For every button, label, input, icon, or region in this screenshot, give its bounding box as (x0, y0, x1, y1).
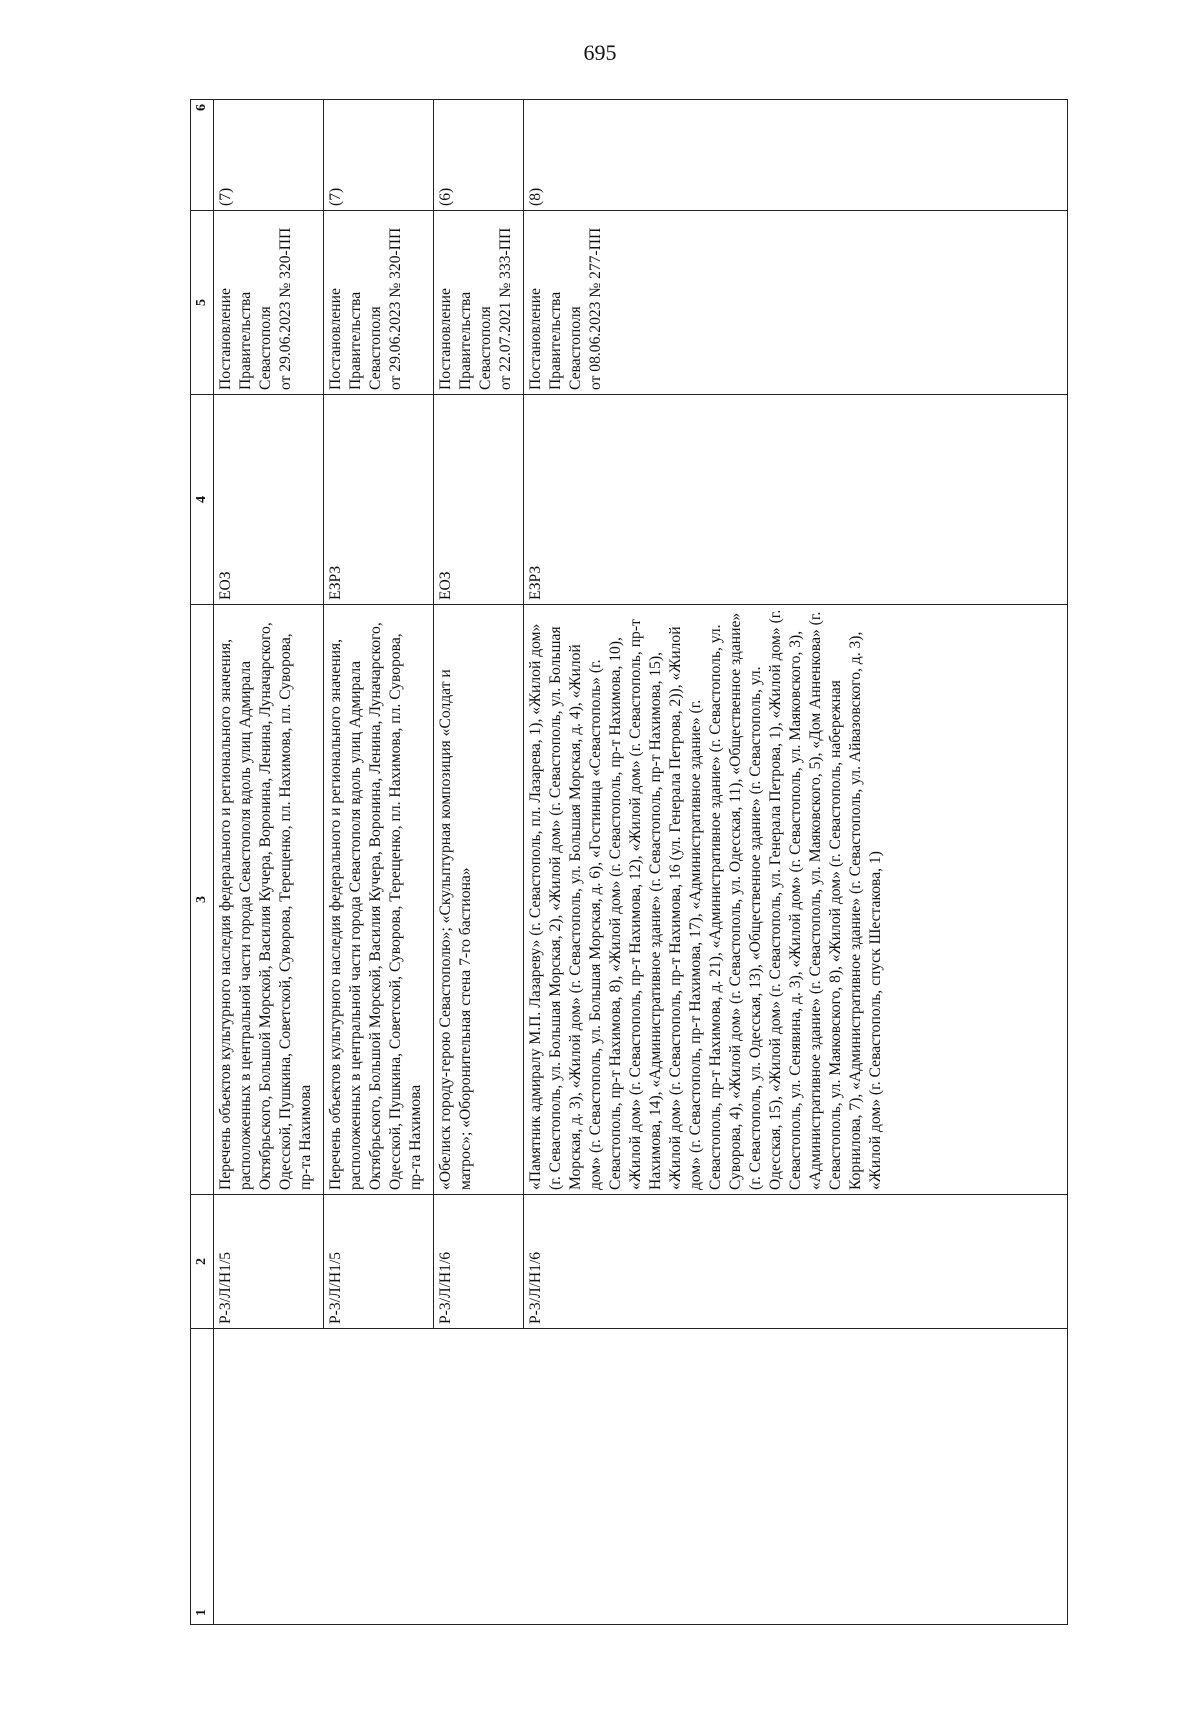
cell-document: Постановление Правительства Севастополя от 29.06.2023 № 320-ПП (214, 211, 324, 395)
zones-table (190, 99, 1068, 1625)
header-col-5: 5 (191, 211, 214, 395)
cell-zone: ЕОЗ (214, 395, 324, 605)
header-col-3: 3 (191, 605, 214, 1195)
cell-col1 (214, 1329, 1068, 1625)
cell-note: (8) (524, 100, 1068, 211)
cell-document: Постановление Правительства Севастополя от 29.06.2023 № 320-ПП (324, 211, 434, 395)
cell-code: Р-3/Л/Н1/6 (524, 1195, 1068, 1329)
table-header-row (191, 100, 214, 1625)
table-row (214, 100, 324, 1625)
header-col-4: 4 (191, 395, 214, 605)
rotated-table-container (190, 100, 1068, 1625)
page-number: 695 (583, 40, 617, 65)
cell-zone: ЕЗРЗ (524, 395, 1068, 605)
cell-description: Перечень объектов культурного наследия федерального и регионального значения, расположенных в центральной части города Севастополя вдоль улиц Адмирала Октябрьского, Большой Морской, Василия Кучера, Воронина, Ленина, Луначарского, Одесской, Пушкина, Советской, Суворова, Терещенко, пл. Нахимова, пл. Суворова, пр-та Нахимова (324, 605, 434, 1195)
cell-zone: ЕОЗ (434, 395, 524, 605)
header-col-6: 6 (191, 100, 214, 211)
header-col-2: 2 (191, 1195, 214, 1329)
header-col-1: 1 (191, 1329, 214, 1625)
cell-code: Р-3/Л/Н1/5 (324, 1195, 434, 1329)
cell-note: (7) (214, 100, 324, 211)
cell-description: Перечень объектов культурного наследия федерального и регионального значения, расположенных в центральной части города Севастополя вдоль улиц Адмирала Октябрьского, Большой Морской, Василия Кучера, Воронина, Ленина, Луначарского, Одесской, Пушкина, Советской, Суворова, Терещенко, пл. Нахимова, пл. Суворова, пр-та Нахимова (214, 605, 324, 1195)
cell-code: Р-3/Л/Н1/6 (434, 1195, 524, 1329)
cell-document: Постановление Правительства Севастополя от 08.06.2023 № 277-ПП (524, 211, 1068, 395)
cell-zone: ЕЗРЗ (324, 395, 434, 605)
cell-code: Р-3/Л/Н1/5 (214, 1195, 324, 1329)
cell-note: (6) (434, 100, 524, 211)
cell-description: «Обелиск городу-герою Севастополю»; «Скульптурная композиция «Солдат и матрос»; «Оборонительная стена 7-го бастиона» (434, 605, 524, 1195)
cell-description: «Памятник адмиралу М.П. Лазареву» (г. Севастополь, пл. Лазарева, 1), «Жилой дом» (г. Севастополь, ул. Большая Морская, 2), «Жилой дом» (г. Севастополь, ул. Большая Морская, д. 3), «Жилой дом» (г. Севастополь, ул. Большая Морская, д. 4), «Жилой дом» (г. Севастополь, ул. Большая Морская, д. 6), «Гостиница «Севастополь» (г. Севастополь, пр-т Нахимова, 8), «Жилой дом» (г. Севастополь, пр-т Нахимова, 10), «Жилой дом» (г. Севастополь, пр-т Нахимова, 12), «Жилой дом» (г. Севастополь, пр-т Нахимова, 14), «Административное здание» (г. Севастополь, пр-т Нахимова, 15), «Жилой дом» (г. Севастополь, пр-т Нахимова, 16 (ул. Генерала Петрова, 2)), «Жилой дом» (г. Севастополь, пр-т Нахимова, 17), «Административное здание» (г. Севастополь, пр-т Нахимова, д. 21), «Административное здание» (г. Севастополь, ул. Суворова, 4), «Жилой дом» (г. Севастополь, ул. Одесская, 11), «Общественное здание» (г. Севастополь, ул. Одесская, 13), «Общественное здание» (г. Севастополь, ул. Одесская, 15), «Жилой дом» (г. Севастополь, ул. Генерала Петрова, 1), «Жилой дом» (г. Севастополь, ул. Сенявина, д. 3), «Жилой дом» (г. Севастополь, ул. Маяковского, 3), «Административное здание» (г. Севастополь, ул. Маяковского, 5), «Дом Анненкова» (г. Севастополь, ул. Маяковского, 8), «Жилой дом» (г. Севастополь, набережная Корнилова, 7), «Административное здание» (г. Севастополь, ул. Айвазовского, д. 3), «Жилой дом» (г. Севастополь, спуск Шестакова, 1) (524, 605, 1068, 1195)
cell-note: (7) (324, 100, 434, 211)
cell-document: Постановление Правительства Севастополя от 22.07.2021 № 333-ПП (434, 211, 524, 395)
